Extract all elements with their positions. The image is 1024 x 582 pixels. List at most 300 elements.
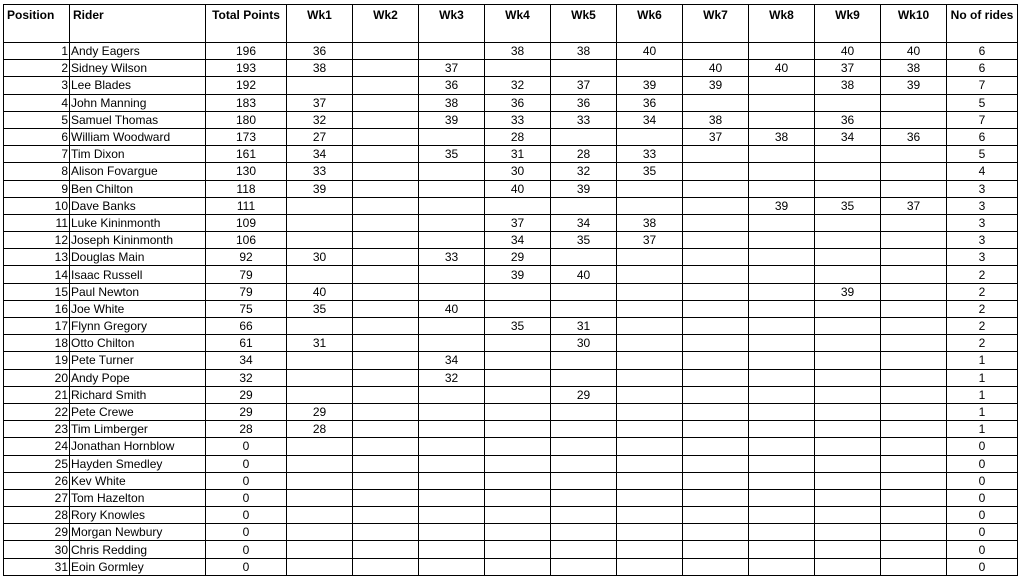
wk3-cell bbox=[419, 403, 485, 420]
wk10-cell bbox=[881, 524, 947, 541]
rider-cell: Tim Limberger bbox=[70, 421, 206, 438]
wk5-cell: 39 bbox=[551, 180, 617, 197]
total-points-cell: 0 bbox=[206, 489, 287, 506]
wk4-cell bbox=[485, 60, 551, 77]
wk9-cell bbox=[815, 300, 881, 317]
rides-cell: 1 bbox=[947, 421, 1018, 438]
wk5-cell: 33 bbox=[551, 111, 617, 128]
total-points-cell: 34 bbox=[206, 352, 287, 369]
rider-cell: Tim Dixon bbox=[70, 146, 206, 163]
total-points-cell: 111 bbox=[206, 197, 287, 214]
table-row bbox=[4, 197, 1018, 214]
wk10-cell bbox=[881, 300, 947, 317]
wk1-cell bbox=[287, 369, 353, 386]
wk4-cell bbox=[485, 472, 551, 489]
wk2-cell bbox=[353, 403, 419, 420]
wk5-cell bbox=[551, 541, 617, 558]
wk5-cell: 29 bbox=[551, 386, 617, 403]
wk5-cell bbox=[551, 403, 617, 420]
rides-cell: 1 bbox=[947, 352, 1018, 369]
wk3-cell: 35 bbox=[419, 146, 485, 163]
wk6-cell: 33 bbox=[617, 146, 683, 163]
header-wk4: Wk4 bbox=[485, 5, 551, 43]
wk8-cell bbox=[749, 335, 815, 352]
wk8-cell bbox=[749, 541, 815, 558]
wk5-cell: 34 bbox=[551, 214, 617, 231]
wk3-cell: 34 bbox=[419, 352, 485, 369]
wk5-cell bbox=[551, 60, 617, 77]
wk7-cell bbox=[683, 421, 749, 438]
wk6-cell bbox=[617, 386, 683, 403]
wk8-cell bbox=[749, 438, 815, 455]
wk8-cell bbox=[749, 266, 815, 283]
rider-cell: Flynn Gregory bbox=[70, 318, 206, 335]
wk9-cell bbox=[815, 438, 881, 455]
wk8-cell bbox=[749, 558, 815, 575]
rider-cell: Eoin Gormley bbox=[70, 558, 206, 575]
wk10-cell bbox=[881, 489, 947, 506]
wk6-cell bbox=[617, 335, 683, 352]
header-rider: Rider bbox=[70, 5, 206, 43]
rides-cell: 0 bbox=[947, 524, 1018, 541]
wk7-cell bbox=[683, 94, 749, 111]
header-wk10: Wk10 bbox=[881, 5, 947, 43]
wk4-cell: 31 bbox=[485, 146, 551, 163]
wk9-cell: 40 bbox=[815, 43, 881, 60]
wk9-cell bbox=[815, 455, 881, 472]
wk5-cell bbox=[551, 249, 617, 266]
table-row bbox=[4, 318, 1018, 335]
wk4-cell bbox=[485, 489, 551, 506]
total-points-cell: 29 bbox=[206, 386, 287, 403]
rider-cell: Richard Smith bbox=[70, 386, 206, 403]
wk8-cell bbox=[749, 352, 815, 369]
wk4-cell: 29 bbox=[485, 249, 551, 266]
wk1-cell: 33 bbox=[287, 163, 353, 180]
wk5-cell bbox=[551, 352, 617, 369]
wk8-cell bbox=[749, 249, 815, 266]
wk7-cell: 37 bbox=[683, 128, 749, 145]
wk2-cell bbox=[353, 369, 419, 386]
position-cell: 9 bbox=[4, 180, 70, 197]
wk2-cell bbox=[353, 455, 419, 472]
wk6-cell: 36 bbox=[617, 94, 683, 111]
wk9-cell bbox=[815, 507, 881, 524]
wk1-cell bbox=[287, 558, 353, 575]
wk8-cell bbox=[749, 386, 815, 403]
position-cell: 15 bbox=[4, 283, 70, 300]
wk9-cell bbox=[815, 94, 881, 111]
wk4-cell bbox=[485, 386, 551, 403]
wk7-cell bbox=[683, 472, 749, 489]
rides-cell: 7 bbox=[947, 111, 1018, 128]
position-cell: 23 bbox=[4, 421, 70, 438]
wk6-cell bbox=[617, 403, 683, 420]
wk3-cell: 39 bbox=[419, 111, 485, 128]
wk5-cell: 40 bbox=[551, 266, 617, 283]
wk10-cell: 37 bbox=[881, 197, 947, 214]
table-row bbox=[4, 163, 1018, 180]
wk8-cell: 39 bbox=[749, 197, 815, 214]
table-row bbox=[4, 472, 1018, 489]
wk3-cell bbox=[419, 558, 485, 575]
wk7-cell: 39 bbox=[683, 77, 749, 94]
wk8-cell bbox=[749, 472, 815, 489]
wk2-cell bbox=[353, 300, 419, 317]
wk10-cell bbox=[881, 335, 947, 352]
wk4-cell: 37 bbox=[485, 214, 551, 231]
rides-cell: 0 bbox=[947, 489, 1018, 506]
rider-cell: Alison Fovargue bbox=[70, 163, 206, 180]
rider-cell: Tom Hazelton bbox=[70, 489, 206, 506]
rider-cell: Morgan Newbury bbox=[70, 524, 206, 541]
wk8-cell bbox=[749, 283, 815, 300]
wk5-cell bbox=[551, 421, 617, 438]
wk2-cell bbox=[353, 77, 419, 94]
wk7-cell bbox=[683, 455, 749, 472]
wk7-cell bbox=[683, 489, 749, 506]
wk10-cell bbox=[881, 318, 947, 335]
wk8-cell bbox=[749, 214, 815, 231]
wk7-cell bbox=[683, 197, 749, 214]
table-row bbox=[4, 146, 1018, 163]
wk6-cell: 39 bbox=[617, 77, 683, 94]
wk6-cell: 37 bbox=[617, 232, 683, 249]
wk7-cell bbox=[683, 369, 749, 386]
wk7-cell bbox=[683, 386, 749, 403]
total-points-cell: 0 bbox=[206, 558, 287, 575]
wk1-cell bbox=[287, 352, 353, 369]
wk7-cell: 40 bbox=[683, 60, 749, 77]
rides-cell: 6 bbox=[947, 43, 1018, 60]
wk2-cell bbox=[353, 43, 419, 60]
wk7-cell bbox=[683, 163, 749, 180]
wk3-cell bbox=[419, 283, 485, 300]
total-points-cell: 173 bbox=[206, 128, 287, 145]
wk9-cell bbox=[815, 266, 881, 283]
wk8-cell bbox=[749, 318, 815, 335]
wk1-cell bbox=[287, 197, 353, 214]
wk7-cell bbox=[683, 352, 749, 369]
wk3-cell: 38 bbox=[419, 94, 485, 111]
wk2-cell bbox=[353, 386, 419, 403]
wk2-cell bbox=[353, 489, 419, 506]
total-points-cell: 161 bbox=[206, 146, 287, 163]
wk9-cell bbox=[815, 541, 881, 558]
wk7-cell bbox=[683, 232, 749, 249]
total-points-cell: 0 bbox=[206, 541, 287, 558]
rides-cell: 3 bbox=[947, 180, 1018, 197]
wk8-cell bbox=[749, 369, 815, 386]
rides-cell: 3 bbox=[947, 249, 1018, 266]
wk9-cell bbox=[815, 163, 881, 180]
wk1-cell bbox=[287, 524, 353, 541]
wk1-cell: 38 bbox=[287, 60, 353, 77]
position-cell: 5 bbox=[4, 111, 70, 128]
rider-cell: Jonathan Hornblow bbox=[70, 438, 206, 455]
wk4-cell bbox=[485, 300, 551, 317]
wk6-cell bbox=[617, 421, 683, 438]
wk1-cell bbox=[287, 455, 353, 472]
wk1-cell bbox=[287, 214, 353, 231]
header-no-of-rides: No of rides bbox=[947, 5, 1018, 43]
wk1-cell bbox=[287, 507, 353, 524]
wk1-cell: 27 bbox=[287, 128, 353, 145]
rider-cell: Lee Blades bbox=[70, 77, 206, 94]
wk7-cell bbox=[683, 43, 749, 60]
wk9-cell bbox=[815, 214, 881, 231]
wk8-cell bbox=[749, 403, 815, 420]
wk3-cell bbox=[419, 214, 485, 231]
wk3-cell bbox=[419, 163, 485, 180]
wk10-cell: 40 bbox=[881, 43, 947, 60]
wk3-cell bbox=[419, 335, 485, 352]
wk3-cell bbox=[419, 232, 485, 249]
rider-cell: Dave Banks bbox=[70, 197, 206, 214]
table-row bbox=[4, 249, 1018, 266]
wk10-cell bbox=[881, 541, 947, 558]
wk3-cell: 37 bbox=[419, 60, 485, 77]
wk7-cell bbox=[683, 335, 749, 352]
total-points-cell: 32 bbox=[206, 369, 287, 386]
wk6-cell bbox=[617, 472, 683, 489]
rider-cell: Otto Chilton bbox=[70, 335, 206, 352]
wk6-cell: 40 bbox=[617, 43, 683, 60]
wk2-cell bbox=[353, 507, 419, 524]
wk9-cell bbox=[815, 232, 881, 249]
wk9-cell bbox=[815, 403, 881, 420]
wk5-cell bbox=[551, 283, 617, 300]
wk5-cell bbox=[551, 438, 617, 455]
rides-cell: 0 bbox=[947, 507, 1018, 524]
wk2-cell bbox=[353, 128, 419, 145]
wk10-cell: 38 bbox=[881, 60, 947, 77]
total-points-cell: 0 bbox=[206, 507, 287, 524]
position-cell: 31 bbox=[4, 558, 70, 575]
rider-cell: Hayden Smedley bbox=[70, 455, 206, 472]
wk6-cell bbox=[617, 524, 683, 541]
wk4-cell: 39 bbox=[485, 266, 551, 283]
total-points-cell: 0 bbox=[206, 455, 287, 472]
wk6-cell bbox=[617, 60, 683, 77]
wk10-cell bbox=[881, 507, 947, 524]
wk4-cell bbox=[485, 335, 551, 352]
wk10-cell bbox=[881, 111, 947, 128]
wk1-cell: 31 bbox=[287, 335, 353, 352]
wk5-cell bbox=[551, 300, 617, 317]
wk8-cell bbox=[749, 77, 815, 94]
rider-cell: Joe White bbox=[70, 300, 206, 317]
wk7-cell bbox=[683, 438, 749, 455]
wk6-cell bbox=[617, 266, 683, 283]
rides-cell: 0 bbox=[947, 472, 1018, 489]
wk6-cell bbox=[617, 541, 683, 558]
position-cell: 11 bbox=[4, 214, 70, 231]
wk4-cell: 40 bbox=[485, 180, 551, 197]
wk2-cell bbox=[353, 524, 419, 541]
wk1-cell: 32 bbox=[287, 111, 353, 128]
position-cell: 6 bbox=[4, 128, 70, 145]
position-cell: 25 bbox=[4, 455, 70, 472]
position-cell: 30 bbox=[4, 541, 70, 558]
wk9-cell bbox=[815, 146, 881, 163]
wk9-cell bbox=[815, 180, 881, 197]
wk7-cell bbox=[683, 300, 749, 317]
wk3-cell: 32 bbox=[419, 369, 485, 386]
wk6-cell bbox=[617, 369, 683, 386]
wk3-cell bbox=[419, 386, 485, 403]
wk7-cell bbox=[683, 403, 749, 420]
total-points-cell: 29 bbox=[206, 403, 287, 420]
position-cell: 2 bbox=[4, 60, 70, 77]
total-points-cell: 106 bbox=[206, 232, 287, 249]
rider-cell: Joseph Kininmonth bbox=[70, 232, 206, 249]
wk8-cell bbox=[749, 524, 815, 541]
wk6-cell bbox=[617, 455, 683, 472]
table-row bbox=[4, 43, 1018, 60]
position-cell: 22 bbox=[4, 403, 70, 420]
wk4-cell bbox=[485, 283, 551, 300]
wk4-cell: 34 bbox=[485, 232, 551, 249]
table-row bbox=[4, 541, 1018, 558]
wk2-cell bbox=[353, 94, 419, 111]
rides-cell: 0 bbox=[947, 438, 1018, 455]
total-points-cell: 61 bbox=[206, 335, 287, 352]
rider-cell: Ben Chilton bbox=[70, 180, 206, 197]
table-row bbox=[4, 489, 1018, 506]
wk4-cell bbox=[485, 197, 551, 214]
header-wk3: Wk3 bbox=[419, 5, 485, 43]
wk4-cell bbox=[485, 524, 551, 541]
table-row bbox=[4, 369, 1018, 386]
wk2-cell bbox=[353, 60, 419, 77]
wk10-cell bbox=[881, 232, 947, 249]
position-cell: 24 bbox=[4, 438, 70, 455]
rider-cell: Chris Redding bbox=[70, 541, 206, 558]
header-position: Position bbox=[4, 5, 70, 43]
header-wk5: Wk5 bbox=[551, 5, 617, 43]
position-cell: 7 bbox=[4, 146, 70, 163]
position-cell: 3 bbox=[4, 77, 70, 94]
table-row bbox=[4, 455, 1018, 472]
wk5-cell: 28 bbox=[551, 146, 617, 163]
wk10-cell bbox=[881, 472, 947, 489]
wk1-cell bbox=[287, 489, 353, 506]
wk10-cell bbox=[881, 283, 947, 300]
wk1-cell: 40 bbox=[287, 283, 353, 300]
header-total-points: Total Points bbox=[206, 5, 287, 43]
wk9-cell: 36 bbox=[815, 111, 881, 128]
wk8-cell bbox=[749, 232, 815, 249]
wk10-cell bbox=[881, 352, 947, 369]
position-cell: 17 bbox=[4, 318, 70, 335]
wk8-cell bbox=[749, 507, 815, 524]
wk6-cell: 35 bbox=[617, 163, 683, 180]
header-wk6: Wk6 bbox=[617, 5, 683, 43]
rides-cell: 5 bbox=[947, 94, 1018, 111]
position-cell: 14 bbox=[4, 266, 70, 283]
wk7-cell bbox=[683, 214, 749, 231]
wk4-cell bbox=[485, 403, 551, 420]
wk6-cell bbox=[617, 300, 683, 317]
table-row bbox=[4, 111, 1018, 128]
wk9-cell: 35 bbox=[815, 197, 881, 214]
rider-cell: William Woodward bbox=[70, 128, 206, 145]
wk1-cell bbox=[287, 232, 353, 249]
wk6-cell bbox=[617, 249, 683, 266]
wk4-cell: 33 bbox=[485, 111, 551, 128]
table-row bbox=[4, 352, 1018, 369]
rides-cell: 3 bbox=[947, 197, 1018, 214]
total-points-cell: 193 bbox=[206, 60, 287, 77]
rides-cell: 4 bbox=[947, 163, 1018, 180]
wk4-cell bbox=[485, 455, 551, 472]
wk4-cell bbox=[485, 352, 551, 369]
header-row bbox=[4, 5, 1018, 43]
position-cell: 19 bbox=[4, 352, 70, 369]
wk5-cell bbox=[551, 128, 617, 145]
wk3-cell bbox=[419, 197, 485, 214]
wk10-cell bbox=[881, 163, 947, 180]
wk7-cell bbox=[683, 558, 749, 575]
wk5-cell bbox=[551, 369, 617, 386]
wk4-cell: 32 bbox=[485, 77, 551, 94]
wk2-cell bbox=[353, 318, 419, 335]
wk9-cell bbox=[815, 369, 881, 386]
table-row bbox=[4, 214, 1018, 231]
wk1-cell: 34 bbox=[287, 146, 353, 163]
table-row bbox=[4, 266, 1018, 283]
wk10-cell bbox=[881, 180, 947, 197]
wk2-cell bbox=[353, 335, 419, 352]
wk10-cell bbox=[881, 455, 947, 472]
wk7-cell bbox=[683, 249, 749, 266]
wk7-cell bbox=[683, 266, 749, 283]
wk6-cell bbox=[617, 283, 683, 300]
wk6-cell: 34 bbox=[617, 111, 683, 128]
wk10-cell bbox=[881, 386, 947, 403]
position-cell: 16 bbox=[4, 300, 70, 317]
rider-cell: Andy Pope bbox=[70, 369, 206, 386]
total-points-cell: 109 bbox=[206, 214, 287, 231]
table-row bbox=[4, 421, 1018, 438]
wk3-cell: 36 bbox=[419, 77, 485, 94]
wk9-cell: 38 bbox=[815, 77, 881, 94]
wk9-cell: 34 bbox=[815, 128, 881, 145]
rides-cell: 1 bbox=[947, 386, 1018, 403]
table-row bbox=[4, 283, 1018, 300]
position-cell: 28 bbox=[4, 507, 70, 524]
wk9-cell bbox=[815, 249, 881, 266]
wk6-cell bbox=[617, 558, 683, 575]
wk10-cell bbox=[881, 403, 947, 420]
wk9-cell bbox=[815, 421, 881, 438]
rides-cell: 2 bbox=[947, 300, 1018, 317]
wk2-cell bbox=[353, 283, 419, 300]
wk7-cell bbox=[683, 180, 749, 197]
wk9-cell bbox=[815, 558, 881, 575]
rider-cell: Samuel Thomas bbox=[70, 111, 206, 128]
wk4-cell: 28 bbox=[485, 128, 551, 145]
wk5-cell bbox=[551, 507, 617, 524]
table-row bbox=[4, 403, 1018, 420]
wk1-cell: 28 bbox=[287, 421, 353, 438]
position-cell: 20 bbox=[4, 369, 70, 386]
wk9-cell bbox=[815, 318, 881, 335]
total-points-cell: 0 bbox=[206, 472, 287, 489]
wk1-cell bbox=[287, 386, 353, 403]
wk4-cell: 35 bbox=[485, 318, 551, 335]
